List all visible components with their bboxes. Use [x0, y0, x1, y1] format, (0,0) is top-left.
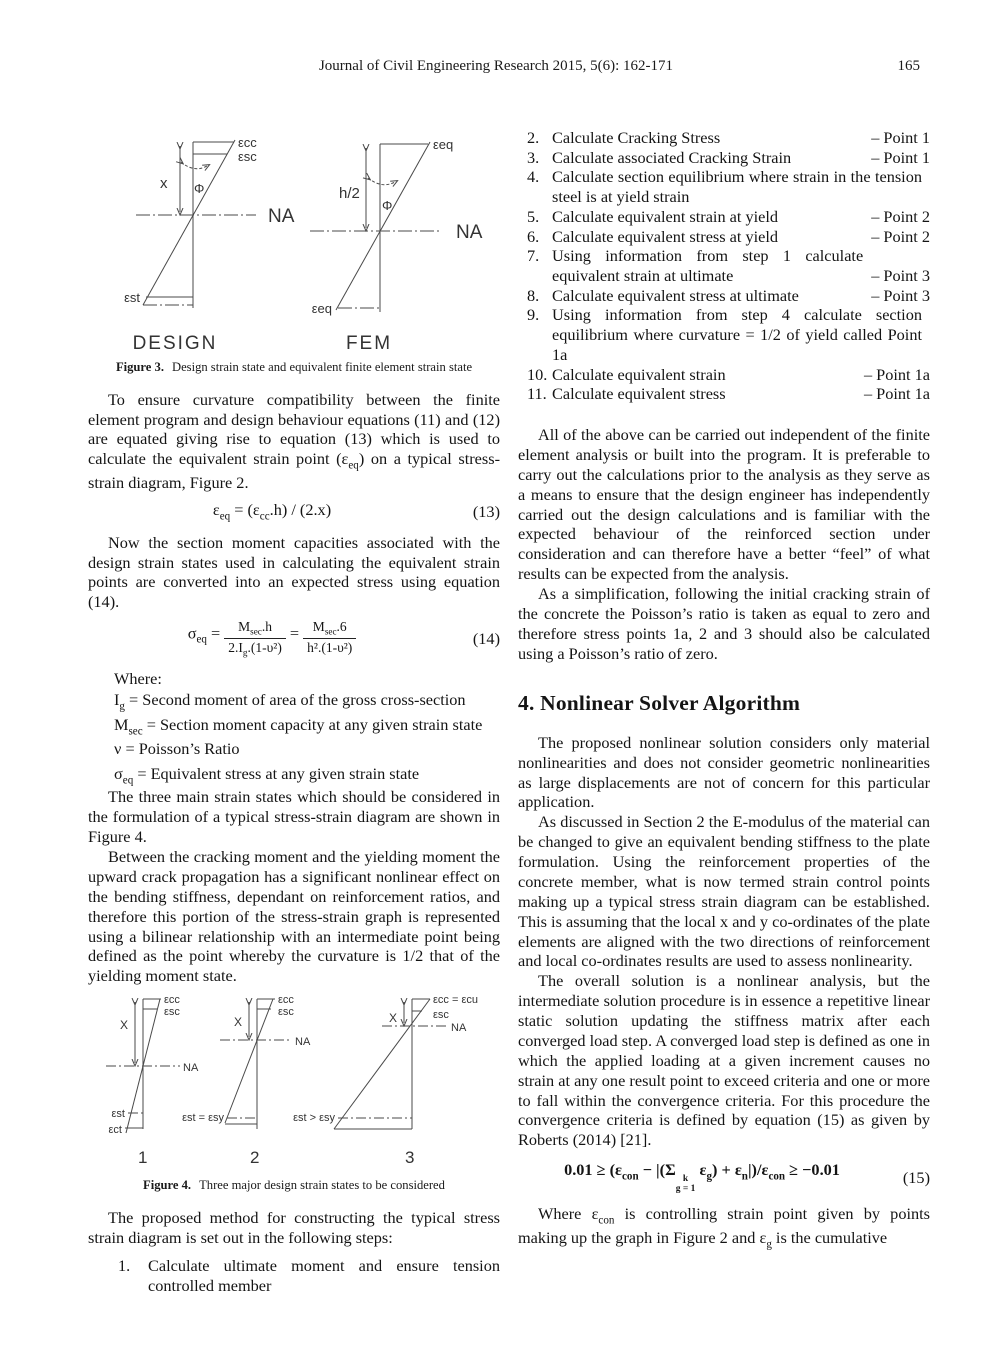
equation-13: $\varepsilon_{eq} = (\varepsilon_{cc}.h) / (2.x)$ (13) — [212, 499, 500, 523]
fig4-d1-ecc: εcc — [164, 994, 180, 1007]
paragraph-all-of-the-above: All of the above can be carried out independent of the finite element analysis or built into the program. It is preferable to carry out the calculations prior to the analysis as they serve as a means to ensure that the design engineer has independently carried out the design calculations and is familiar with the expected behaviour of the reinforced section under consideration and can therefore have a better “feel” of what results can be expected from the analysis. — [518, 425, 930, 584]
fig4-d3-ecc: εcc = εcu — [433, 994, 478, 1007]
figure3-caption-label: Figure 3. — [115, 360, 164, 374]
step-2: 2. Calculate Cracking Stress – Point 1 — [527, 128, 930, 147]
fig4-d1-ect: εct — [108, 1124, 122, 1137]
list-item-1 — [118, 1256, 500, 1296]
fig4-d2-geometry — [220, 999, 292, 1129]
fig3-fem-geometry — [310, 142, 440, 312]
step-4: 4. Calculate section equilibrium where strain in the tension steel is at yield strain — [527, 167, 922, 207]
step-9: 9. Using information from step 4 calculate section equilibrium where curvature = 1/2 of yield called Point 1a — [527, 305, 922, 364]
where-title: Where: — [114, 668, 162, 688]
fig3-phi-label: Φ — [194, 181, 205, 196]
fig4-d2-number: 2 — [250, 1148, 260, 1168]
two-column-layout — [88, 120, 930, 1295]
figure4-caption-label: Figure 4. — [143, 1178, 192, 1193]
list-item-1-number: 1. — [118, 1255, 131, 1275]
step-7: 7. Using information from step 1 calculate equivalent strain at ultimate – Point 3 — [527, 246, 930, 286]
fig3-x-label: x — [160, 175, 168, 192]
where-item-msec: $M_{sec}$ = Section moment capacity at any given strain state — [114, 714, 483, 737]
where-item-nu: ν = Poisson’s Ratio — [114, 739, 240, 759]
fig4-d3-number: 3 — [405, 1148, 415, 1168]
fig4-d3-x: X — [389, 1011, 398, 1026]
section-heading-nonlinear-solver: 4. Nonlinear Solver Algorithm — [518, 690, 801, 715]
fig4-d2-est: εst = εsy — [182, 1112, 224, 1125]
fig3-eeq-top-label: εeq — [433, 137, 454, 152]
step-6: 6. Calculate equivalent stress at yield – Point 2 — [527, 226, 930, 246]
fig3-na-label: NA — [268, 206, 295, 227]
fig3-design-title: DESIGN — [132, 333, 218, 354]
fig4-d3-na: NA — [451, 1022, 467, 1035]
figure4-strain-states — [88, 993, 500, 1176]
fig4-d2-ecc: εcc — [278, 994, 294, 1007]
steps-list — [518, 128, 930, 404]
equation-13-number: (13) — [472, 501, 500, 521]
paragraph-proposed-nonlinear: The proposed nonlinear solution considers only material nonlinearities and does not consider geometric nonlinearities as large displacements are not of concern for this particular application. — [518, 732, 930, 812]
equation-14: $\sigma_{eq}$ = $\frac{M_{sec}.h}{2.I_g.(1-\upsilon^2)}$ = $\frac{M_{sec}.6}{\text{h².(1-υ²)}}$ (14) — [187, 619, 500, 659]
paragraph-section-moment: Now the section moment capacities associated with the design strain states used in calculating the equivalent strain points are converted into an expected stress using equation (14). — [88, 532, 500, 612]
fig4-d1-esc: εsc — [164, 1006, 180, 1019]
step-3: 3. Calculate associated Cracking Strain – Point 1 — [527, 147, 930, 167]
figure3-strain-diagrams — [88, 120, 500, 358]
where-item-sigmaeq: $\sigma_{eq}$ = Equivalent stress at any given strain state — [114, 763, 420, 787]
figure4-caption — [88, 1178, 500, 1194]
fig3-fem-phi-label: Φ — [382, 198, 393, 213]
step-5: 5. Calculate equivalent strain at yield – Point 2 — [527, 206, 930, 226]
paragraph-e-modulus: As discussed in Section 2 the E-modulus of the material can be changed to give an equivalent bending stiffness to the plate formulation. Using the reinforcement properties of the concrete member, what is now termed strain control points making up a typical stress strain diagram can be established. This is assuming that the local x and y co-ordinates of the plate elements are aligned with the two directions of reinforcement and local co-ordinates results are used to assess nonlinearity. — [518, 812, 930, 971]
fig4-d1-na: NA — [183, 1062, 199, 1075]
fig4-d2-na: NA — [295, 1036, 311, 1049]
fig3-esc-label: εsc — [238, 149, 257, 164]
fig4-d2-esc: εsc — [278, 1006, 294, 1019]
paragraph-overall-solution: The overall solution is a nonlinear analysis, but the intermediate solution procedure is in essence a repetitive linear static solution updating the stiffness matrix after each converged load step. A converged load step is defined as one in which the applied loading at a given increment causes no strain at any one result point to exceed criteria and one or more to fall within the convergence criteria. For this procedure the convergence criteria is defined by equation (15) as given by Roberts (2014) [21]. — [518, 971, 930, 1150]
equation-15-number: (15) — [902, 1167, 930, 1187]
fig3-fem-title: FEM — [345, 333, 393, 354]
fig4-d1-est: εst — [111, 1108, 125, 1121]
right-column — [518, 128, 930, 1295]
figure4-caption-text: Three major design strain states to be considered — [199, 1178, 445, 1193]
where-item-ig: $I_g$ = Second moment of area of the gross cross-section — [114, 689, 466, 713]
list-item-1-text: Calculate ultimate moment and ensure tension controlled member — [148, 1255, 500, 1295]
paragraph-where-econ: Where $\varepsilon_{con}$ is controlling strain point given by points making up the graph in Figure 2 and $\varepsilon_g$ is the cumulative — [518, 1204, 930, 1251]
figure3-caption-text: Design strain state and equivalent finite element strain state — [171, 360, 473, 374]
fig3-ecc-label: εcc — [238, 135, 257, 150]
fig4-d1-x: X — [120, 1018, 129, 1033]
fig4-d3-esc: εsc — [433, 1009, 449, 1022]
page-header — [0, 58, 992, 75]
paragraph-curvature-compatibility: To ensure curvature compatibility between the finite element program and design behaviour equations (11) and (12) are equated giving rise to equation (13) which is used to calculate the equivalent strain point $(\varepsilon_{eq})$ on a typical stress-strain diagram, Figure 2. — [88, 389, 500, 493]
equation-15: $0.01 \ge (\varepsilon_{con} - |(\Sigma$ k g = 1 $\varepsilon_g) + \varepsilon_n|)/\varepsilon_{con} \ge -0.01$ (15) — [564, 1160, 930, 1195]
step-8: 8. Calculate equivalent stress at ultimate – Point 3 — [527, 285, 930, 305]
equation-14-number: (14) — [472, 629, 500, 649]
page-number: 165 — [897, 58, 920, 74]
left-column — [88, 120, 500, 1295]
step-10: 10. Calculate equivalent strain – Point 1a — [527, 364, 930, 384]
fig4-d3-est: εst > εsy — [293, 1112, 335, 1125]
fig4-d2-x: X — [234, 1015, 243, 1030]
paragraph-proposed-method: The proposed method for constructing the typical stress strain diagram is set out in the following steps: — [88, 1207, 500, 1247]
fig3-h2-label: h/2 — [339, 185, 360, 202]
fig3-fem-na-label: NA — [456, 222, 483, 243]
fig3-est-label: εst — [124, 290, 140, 305]
figure3-caption — [88, 360, 500, 376]
step-11: 11. Calculate equivalent stress – Point 1a — [527, 384, 930, 404]
journal-title: Journal of Civil Engineering Research 2015, 5(6): 162-171 — [318, 58, 674, 74]
paragraph-cracking-yielding: Between the cracking moment and the yielding moment the upward crack propagation has a significant nonlinear effect on the bending stiffness, dependant on reinforcement ratios, and therefore this portion of the stress-strain graph is represented using a bilinear relationship with an intermediate point being defined as the point whereby the curvature is 1/2 that of the yielding moment state. — [88, 847, 500, 986]
fig4-d1-number: 1 — [138, 1148, 148, 1168]
paragraph-three-strain-states: The three main strain states which should be considered in the formulation of a typical stress-strain diagram are shown in Figure 4. — [88, 787, 500, 847]
fig3-eeq-bot-label: εeq — [311, 301, 332, 316]
paragraph-simplification: As a simplification, following the initial cracking strain of the concrete the Poisson’s ratio is taken as equal to zero and therefore stress points 1a, 2 and 3 should also be calculated using a Poisson’s ratio of zero. — [518, 584, 930, 663]
fig3-design-geometry — [136, 140, 256, 308]
